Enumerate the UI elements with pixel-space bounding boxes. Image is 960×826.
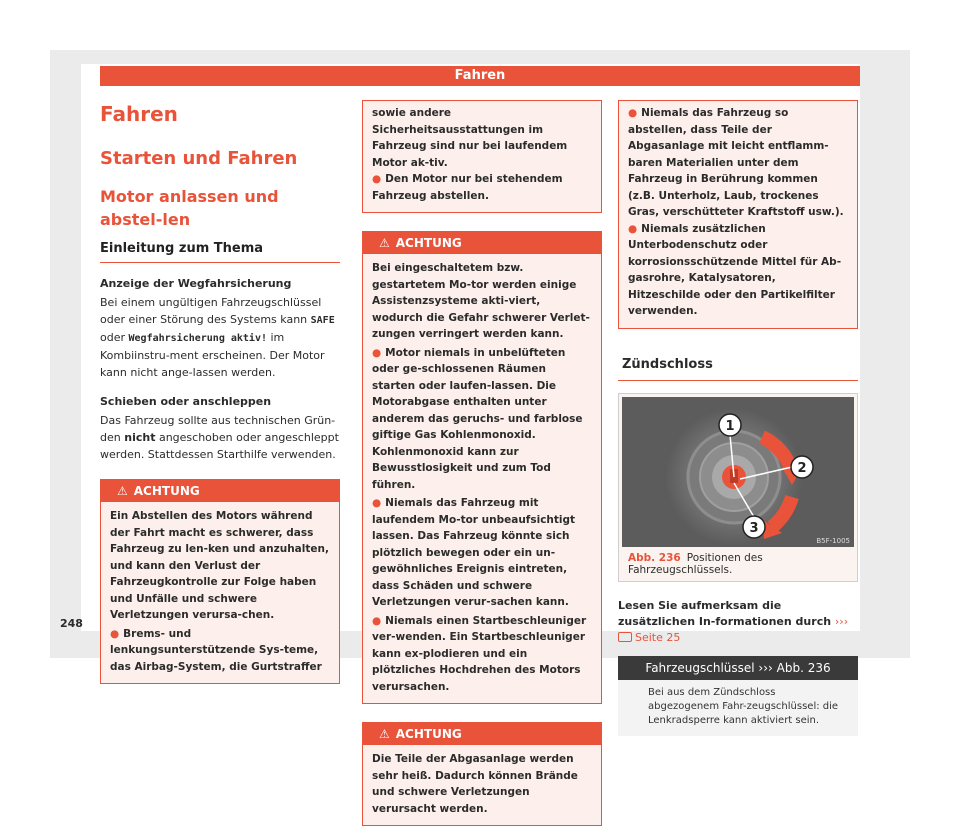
heading-motor: Motor anlassen und abstel-len	[100, 187, 279, 229]
column-3	[618, 100, 858, 736]
warning-list-item: ● Brems- und lenkungsunterstützende Sys-teme, das Airbag-System, die Gurtstraffer	[110, 627, 322, 673]
warning-triangle-icon: ⚠	[117, 484, 128, 498]
figure-number: Abb. 236	[628, 551, 681, 564]
page-number: 248	[60, 617, 83, 630]
paragraph-wegfahrsicherung	[100, 294, 340, 381]
text-part: oder	[100, 331, 126, 344]
warning-header	[363, 232, 601, 254]
warning-list-item: ● Niemals das Fahrzeug mit laufendem Mo-tor unbeaufsichtigt lassen. Das Fahrzeug könnte sich plötzlich bewegen oder ein un-gewöhnliches Ereignis eintreten, dass Schäden und schwere Verletzungen verur-sachen kann.	[372, 497, 576, 608]
bullet-icon: ●	[628, 222, 638, 235]
bullet-icon: ●	[372, 346, 382, 359]
warning-box	[362, 231, 602, 704]
bullet-icon: ●	[628, 107, 638, 119]
warning-list-item: ● Den Motor nur bei stehendem Fahrzeug abstellen.	[372, 173, 563, 202]
warning-title: ACHTUNG	[395, 236, 462, 250]
heading-einleitung: Einleitung zum Thema	[100, 241, 340, 263]
text-bold: nicht	[124, 431, 156, 444]
sub-schieben: Schieben oder anschleppen	[100, 395, 272, 408]
figure-236	[618, 393, 858, 582]
key-section-header: Fahrzeugschlüssel ››› Abb. 236	[618, 656, 858, 680]
text-part: Bei einem ungültigen Fahrzeugschlüssel oder einer Störung des Systems kann	[100, 296, 322, 326]
callout-label-3: 3	[749, 520, 759, 536]
warning-text: Die Teile der Abgasanlage werden sehr heiß. Dadurch können Brände und schwere Verletzungen verursacht werden.	[372, 753, 578, 815]
warning-list-item: ● Niemals zusätzlichen Unterbodenschutz oder korrosionsschützende Mittel für Ab-gasrohre, Katalysatoren, Hitzeschilde oder den Partikelfilter verwenden.	[628, 222, 842, 317]
paragraph-schieben	[100, 412, 340, 463]
warning-title: ACHTUNG	[395, 727, 462, 741]
warning-box	[100, 479, 340, 684]
text-part: im Kombiinstru-ment erscheinen. Der Motor kann nicht ange-lassen werden.	[100, 331, 325, 379]
display-message: Wegfahrsicherung aktiv!	[128, 333, 267, 344]
warning-body	[363, 745, 601, 825]
figure-caption	[622, 547, 854, 578]
column-1	[100, 100, 340, 684]
ignition-lock-illustration	[622, 397, 854, 547]
bullet-icon: ●	[372, 614, 382, 627]
warning-list-item: ● Niemals das Fahrzeug so abstellen, dass Teile der Abgasanlage mit leicht entflamm-baren Materialien unter dem Fahrzeug in Berührung kommen (z.B. Unterholz, Laub, trockenes Gras, verschütteter Kraftstoff usw.).	[628, 107, 844, 218]
chapter-banner: Fahren	[100, 66, 860, 86]
warning-continued-box	[362, 100, 602, 213]
warning-body	[101, 502, 339, 683]
bullet-icon: ●	[372, 173, 382, 185]
warning-title: ACHTUNG	[133, 484, 200, 498]
sub-wegfahrsicherung: Anzeige der Wegfahrsicherung	[100, 277, 292, 290]
bullet-icon: ●	[110, 627, 120, 640]
bullet-icon: ●	[372, 497, 382, 509]
warning-header	[101, 480, 339, 502]
warning-list-item: ● Motor niemals in unbelüfteten oder ge-schlossenen Räumen starten oder laufen-lassen. Die Motorabgase enthalten unter anderem das geruchs- und farblose giftige Gas Kohlenmonoxid. Kohlenmonoxid kann zur Bewusstlosigkeit und zum Tod führen.	[372, 346, 583, 491]
text-part: angeschoben oder angeschleppt werden. Stattdessen Starthilfe verwenden.	[100, 431, 339, 461]
callout-label-2: 2	[797, 460, 807, 476]
figure-code: B5F-1005	[816, 536, 850, 545]
book-icon	[618, 632, 632, 642]
column-2	[362, 100, 602, 826]
caption-text: Positionen des Fahrzeugschlüssels.	[628, 551, 763, 576]
warning-text: sowie andere Sicherheitsausstattungen im Fahrzeug sind nur bei laufendem Motor ak-tiv.	[372, 107, 568, 169]
warning-triangle-icon: ⚠	[379, 727, 390, 741]
read-more-note: Lesen Sie aufmerksam die zusätzlichen In-formationen durch ››› Seite 25	[618, 598, 849, 644]
text-part: Das Fahrzeug sollte aus technischen Grün-den	[100, 414, 336, 444]
warning-continued-box	[618, 100, 858, 329]
warning-body	[363, 254, 601, 703]
callout-label-1: 1	[725, 418, 735, 434]
heading-zuendschloss: Zündschloss	[618, 357, 858, 381]
warning-text: Ein Abstellen des Motors während der Fahrt macht es schwerer, dass Fahrzeug zu len-ken und anzuhalten, und kann den Verlust der Fahrzeugkontrolle zur Folge haben und Unfälle und schwere Verletzungen verursa-chen.	[110, 510, 329, 621]
warning-triangle-icon: ⚠	[379, 236, 390, 250]
warning-text: Bei eingeschaltetem bzw. gestartetem Mo-tor werden einige Assistenzsysteme akti-viert, wodurch die Gefahr schwerer Verlet-zungen verringert werden kann.	[372, 262, 590, 340]
warning-header	[363, 723, 601, 745]
heading-fahren: Fahren	[100, 102, 178, 126]
key-section-body: Bei aus dem Zündschloss abgezogenem Fahr-zeugschlüssel: die Lenkradsperre kann aktiviert sein.	[618, 680, 858, 736]
warning-list-item: ● Niemals einen Startbeschleuniger ver-wenden. Ein Startbeschleuniger kann ex-plodieren und ein plötzliches Hochdrehen des Motors verursachen.	[372, 614, 587, 693]
warning-box	[362, 722, 602, 826]
page-reference-link[interactable]: ››› Seite 25	[618, 615, 848, 644]
ignition-lock-image	[622, 397, 854, 547]
heading-starten: Starten und Fahren	[100, 148, 298, 169]
safe-symbol: SAFE	[310, 315, 335, 326]
